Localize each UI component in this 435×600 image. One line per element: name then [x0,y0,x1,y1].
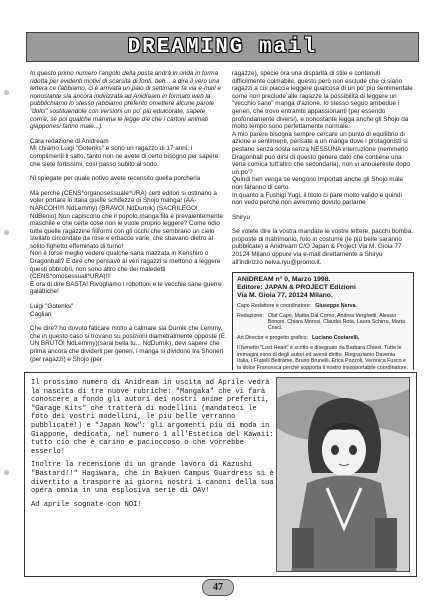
staff-value: Luciano Costarelli. [311,334,360,341]
letter-paragraph: Non è forse meglio vedere qualche sana mazzata in Kenshiro o Dragonball? E dire che pensavo ai veri ragazzi si mettono a leggere questi obbrobri, non sono altro che dei maledetti (CENS*omosessuali*URA)!!! [30,250,221,281]
right-column [232,70,414,370]
reply-paragraph: Che dire? ho dovuto faticare molto a calmare sia Durnik che Lemmy, che in questo caso si trovano su posizioni diametralmente opposte (E UN BRUTO! NdLemmy)(sarai bella tu... NdDurnik), devi sapere che prima ancora che dividerli per generi, i manga si dividono tra Shonen (per ragazzi) e Shojo (per [30,325,225,363]
staff-value: Olaf Capo, Mattia Dal Corno, Andrea Verghetti, Alessio Bononi, Chiara Morosi, Claudia Rota, Laura Schirru, Marta Crisci. [267,312,406,332]
next-issue-box [24,372,417,577]
reply-paragraph: ragazze), specie ora una disparità di stile e contenuti difficilmente colmabile, questo però non esclude che ci siano ragazzi a cui piaccia leggere qualcosa di un po' più sentimentale come non preclude alle ragazze la possibilità di leggere un "vecchio sano" manga d'azione. Io stesso seguo ambedue i generi, che trovo entrambi appassionanti (per essendo profondamente diversi), e nonostante legga anche gli Shojo da molto tempo sono perfettamente normale. [232,70,413,131]
letter-paragraph: Ni spiegate per quale notivo avete recensito quella porcheria [30,175,201,183]
submission-info: Se volete dire la vostra mandate le vostre lettere, pacchi bomba, proposte di matrimonio, foto in costume (le più belle saranno pubblicate) a Anidream C/O Japan & Project Via M. Gioia 77 20124 Milano oppure via e-mail direttamente a Shiryu all'indirizzo nelva.ryu@promo.it. [232,228,413,266]
margin-mark [4,90,9,95]
address-line: Via M. Gioia 77, 20124 Milano. [237,292,333,300]
staff-label: Redazione: [237,312,264,319]
letter-greeting: Cara redazione di Anidream [30,137,109,145]
reply-paragraph: In quanto a Fushigi Yugi, il titolo ci pare molto valido e quindi non vedo perché non avremmo dovuto parlarne [232,191,402,207]
next-issue-paragraph: Ad aprile sognate con NOI! [31,500,142,509]
staff-row-capo [237,303,409,309]
page-number: 47 [202,579,234,596]
issue-line: ANIDREAM n° 0, Marzo 1998. [237,276,331,284]
mail-section [30,70,415,370]
staff-label: Art Director e progetto grafico: [237,334,308,341]
staff-value: Giuseppe Nerva. [315,303,358,310]
margin-mark [4,470,9,475]
letter-signature [30,303,225,318]
reply-signature: Shiryu [232,213,250,221]
publisher-line: Editore: JAPAN & PROJECT Edizioni [237,284,356,292]
reply-paragraph: Quindi hen venga se vengono importati anche gli Shojo male non faranno di certo. [232,176,404,191]
staff-row-redazione [237,313,409,332]
header-bar [26,32,419,62]
signature-name: Luigi "Gotenks" [30,303,74,311]
credits-note: Il fumetto "Lost Heart" è scritto e disegnato da Barbara Chiesi. Tutte le immagini sono di degli autori ed aventi diritto. Ringraziamo Davenia Italia, i Fratelli Beltrame, Bruno Brunelli, Erica Pozzoli, Veronica Fusco e la dolce Francesca perché sopporta il nostro insopportabile coordinatore. [237,345,409,370]
staff-row-art [237,335,409,341]
page-title: DREAMING mail [127,35,318,59]
letter-paragraph: E ora di dire BASTA! Rivogliamo i robottoni e le vecchie sane guerre galattiche! [30,280,222,296]
next-issue-text [31,379,277,514]
illustration-drawing [277,378,410,572]
next-issue-paragraph: Il prossimo numero di Anidream in uscita ad Aprile vedrà la nascita di tre nuove rubriche: "Mangaka" che vi farà conoscere a fondo gli autori dei nostri anime preferiti, "Garage Kits" che tratterà di modellini (mandateci le foto dei vostri modellini, le più belle verranno pubblicate!) e "Japan Now": gli argomenti più di moda in Giappone, dedicata, nel numero 1 all'Estetica del Kawaii: tutto ciò che è carino e pacioccoso o che vorrebbe esserlo! [31,379,274,456]
letter-paragraph: Mi chiamo Luigi "Gotenks" e sono un ragazzo di 17 anni, i complimenti li salto, tanto non ne avete di certo bisogno per sapere che siete fortissimi, così passo subito al sodo. [30,145,219,168]
next-issue-paragraph: Inoltre la recensione di un grande lavoro di Kazushi "Bastard!!" Hagiwara, che in Bakuen Campus Guardress si è divertito a trasporre ai giorni nostri i canoni della sua opera omnia in una esplosiva serie di OAV! [31,461,274,496]
intro-text: In questo primo numero l'angolo della posta andrà in onda in forma ridotta per evidenti motivi di scarsità di fonti, beh... a dire il vero una lettera ce l'abbiamo, ci è arrivata un paio di settimane fa via e-mail e nonostante sia ancora indirizzata ad Anidream in formato web la pubblichiamo lo stesso (abbiamo preferito omettere alcune parole "dolci" sostituendole con versioni un po' più edulcorate, sapete com'è, se poi qualche mamma le legge d'è che i cartoni animati giapponesi fanno male...). [30,70,221,131]
staff-label: Capo Redattore e coordinatore: [237,303,312,310]
letter-paragraph: Ma perché (CENS*organosessuale*URA) certi editori si ostinano a voler portare in Italia quelle schifezze di Shojo manga! (AA-NARCOH!!!! NdLemmy) (BRAVO! NdDurnik) (SACRILEGO! NdBenio) Non capiscono che il popolo manga fila è prevalentemente maschile e che certe cose non le vuole proprio leggere? Come odio tutte quelle ragazzine filiformi con gli occhi che sembrano un cielo stellato circondate da rose e erbacce varie, che sbavano dietro al solito fighetto effeminato di turno! [30,189,223,250]
anime-illustration [276,377,410,572]
margin-mark [4,230,9,235]
signature-city: Cagliari [30,310,52,318]
staff-box [232,272,414,370]
reply-paragraph: A mio parere bisogna sempre cercare un punto di equilibrio di azione e sentimenti, pensate a un manga dove i protagonisti si pestano senza sosta senza NESSUNA interruzione (nemmeno Dragonball può dirsi di questo genere dato che contiene una vena comica tutt'altro che secondaria), non vi annoiereste dopo un po'? [232,130,410,176]
left-column [30,70,225,370]
